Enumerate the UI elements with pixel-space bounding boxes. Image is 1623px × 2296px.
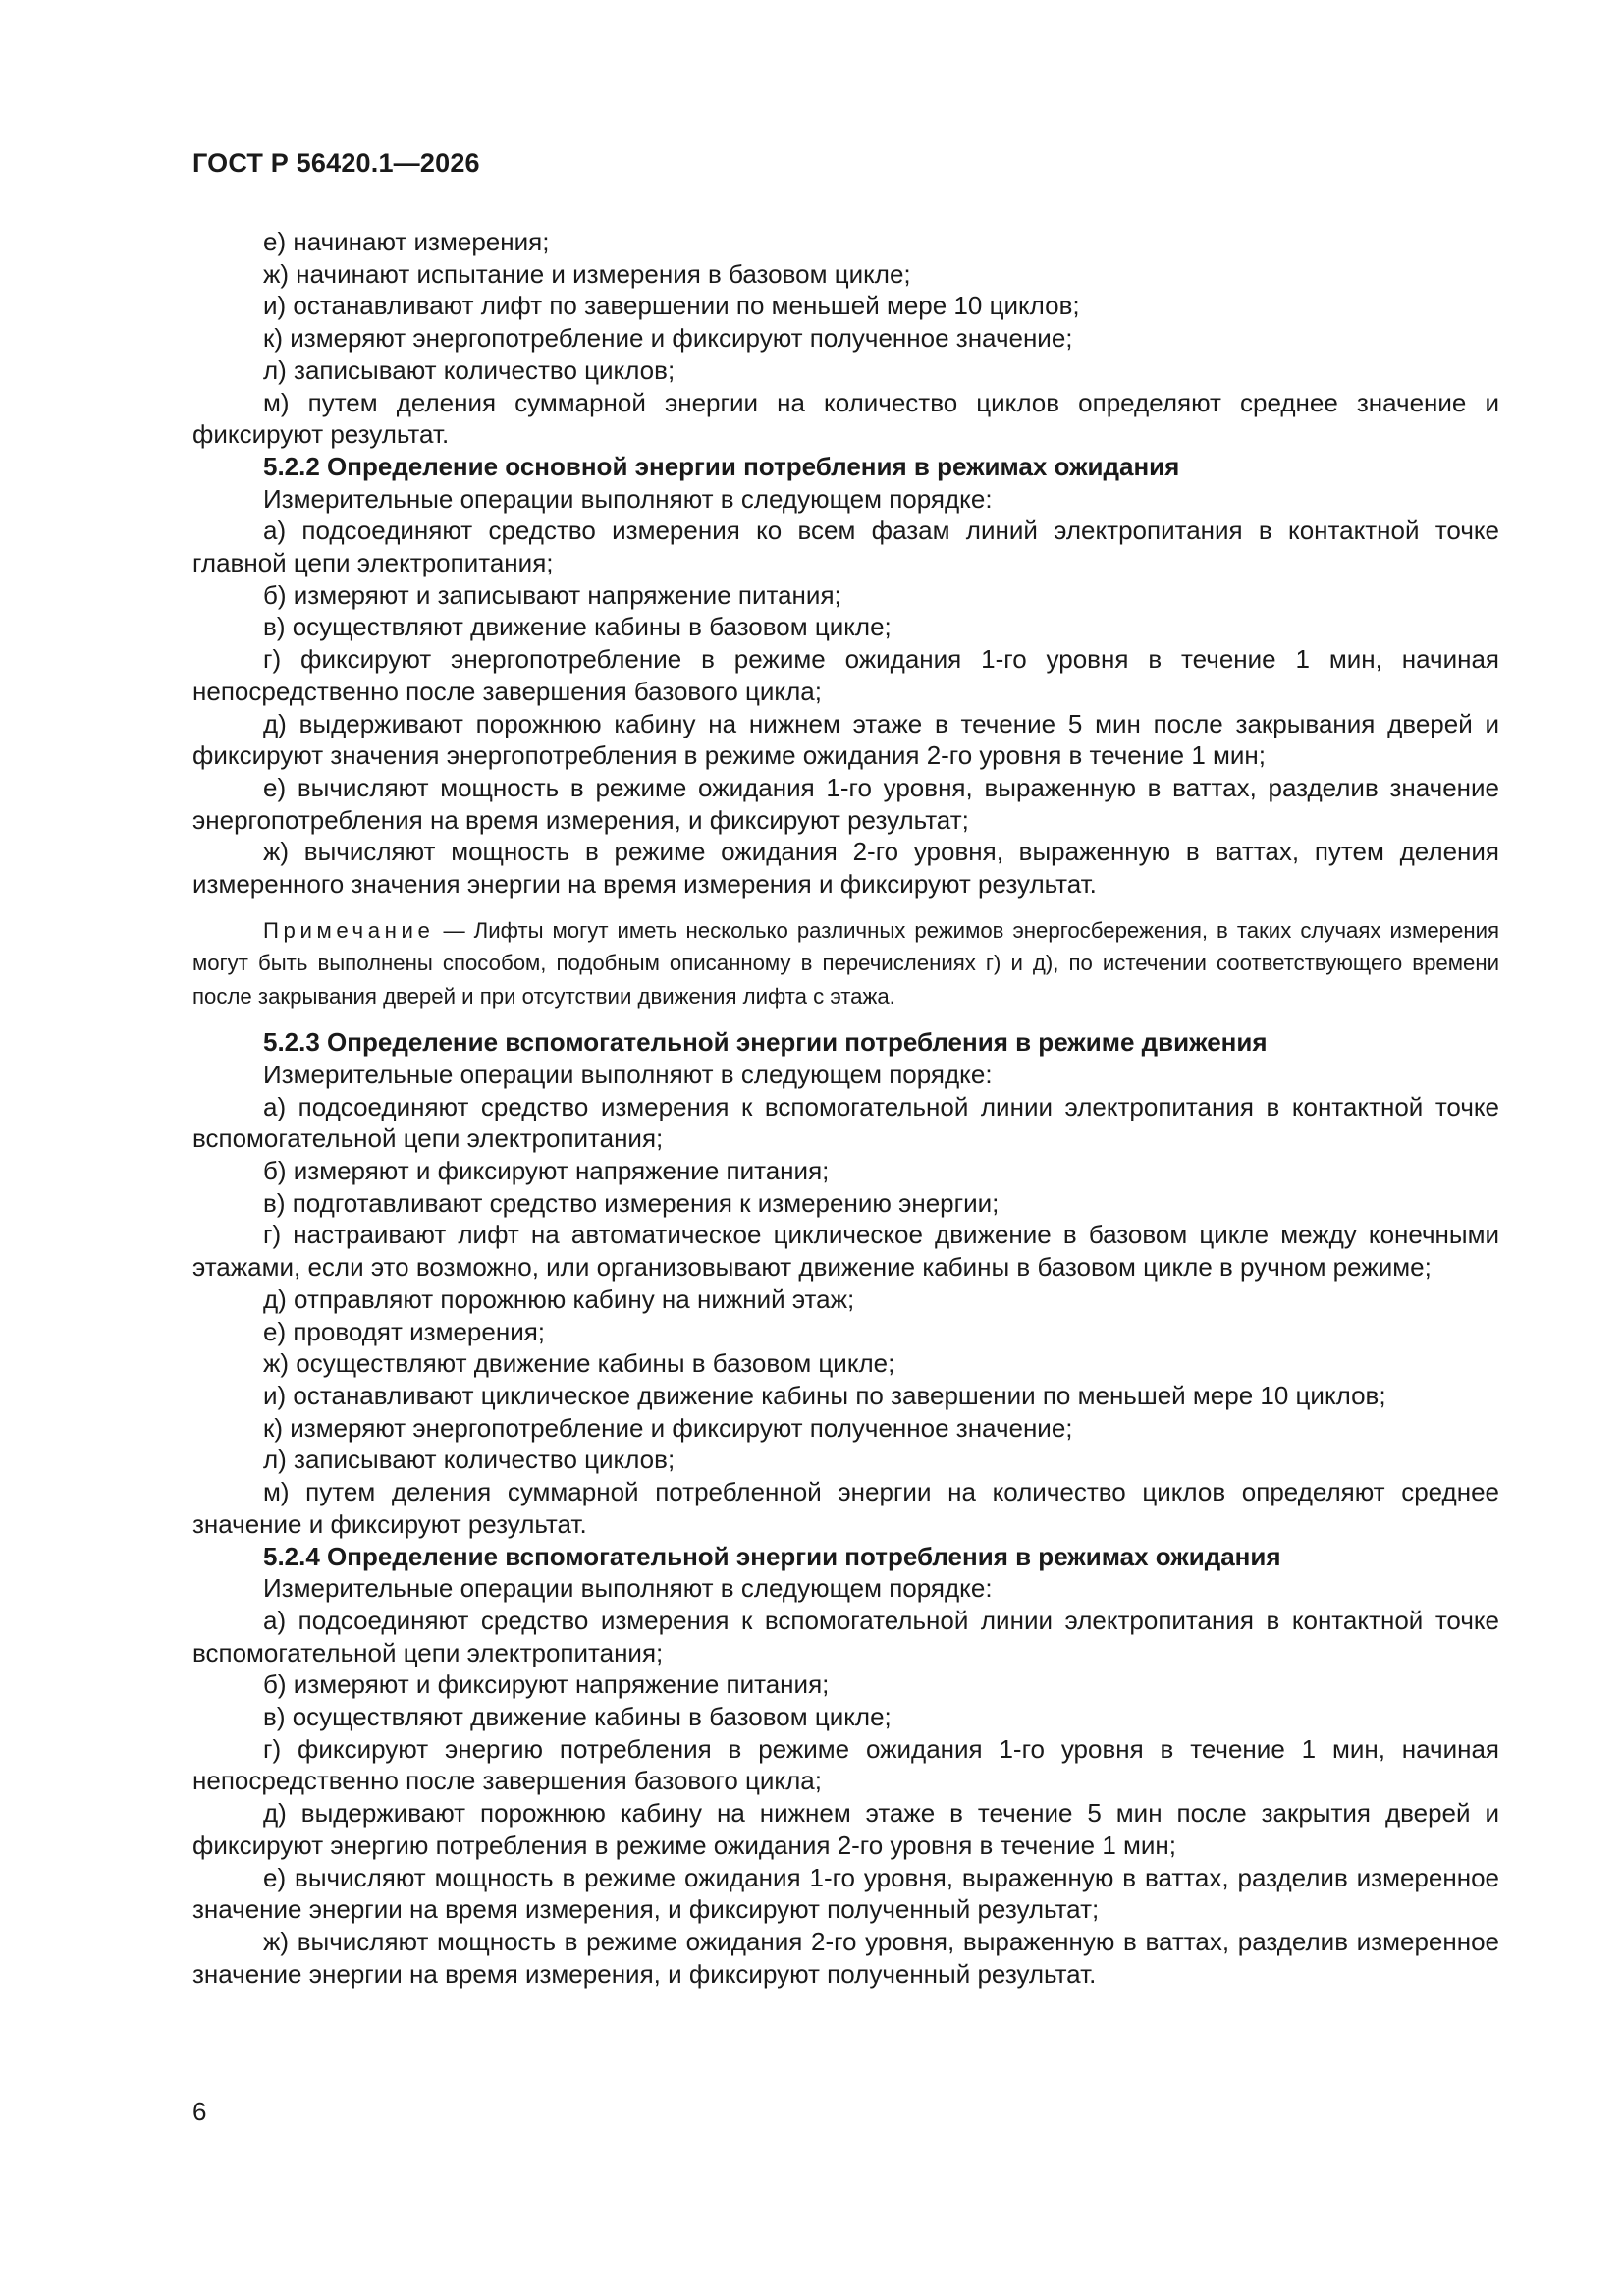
list-item: и) останавливают циклическое движение кабины по завершении по меньшей мере 10 циклов; bbox=[263, 1381, 1386, 1410]
section-524 bbox=[192, 1541, 1499, 1991]
list-item: а) подсоединяют средство измерения к вспомогательной линии электропитания в контактной точке вспомогательной цепи электропитания; bbox=[192, 1605, 1499, 1667]
list-item: е) начинают измерения; bbox=[263, 227, 550, 256]
list-item: л) записывают количество циклов; bbox=[263, 355, 676, 385]
list-item: д) выдерживают порожнюю кабину на нижнем этаже в течение 5 мин после закрытия дверей и фиксируют энергию потребления в режиме ожидания 2-го уровня в течение 1 мин; bbox=[192, 1798, 1499, 1860]
list-item: ж) осуществляют движение кабины в базовом цикле; bbox=[263, 1348, 895, 1379]
list-item: е) вычисляют мощность в режиме ожидания 1-го уровня, выраженную в ваттах, разделив измеренное значение энергии на время измерения, и фиксируют полученный результат; bbox=[192, 1862, 1499, 1925]
list-item: Измерительные операции выполняют в следующем порядке: bbox=[263, 483, 993, 514]
section-523 bbox=[192, 1026, 1499, 1540]
list-item: м) путем деления суммарной энергии на количество циклов определяют среднее значение и фиксируют результат. bbox=[192, 387, 1499, 450]
section-521-continued bbox=[192, 226, 1499, 451]
list-item: к) измеряют энергопотребление и фиксируют полученное значение; bbox=[263, 323, 1073, 354]
list-item: ж) вычисляют мощность в режиме ожидания 2-го уровня, выраженную в ваттах, путем деления измеренного значения энергии на время измерения и фиксируют результат. bbox=[192, 837, 1499, 900]
note-label: Примечание bbox=[263, 917, 435, 943]
list-item: г) настраивают лифт на автоматическое циклическое движение в базовом цикле между конечными этажами, если это возможно, или организовывают движение кабины в базовом цикле в ручном режиме; bbox=[192, 1220, 1499, 1283]
list-item: б) измеряют и фиксируют напряжение питания; bbox=[263, 1156, 830, 1186]
document-code: ГОСТ Р 56420.1—2026 bbox=[192, 148, 480, 178]
list-item: д) отправляют порожнюю кабину на нижний этаж; bbox=[263, 1284, 855, 1314]
list-item: б) измеряют и фиксируют напряжение питания; bbox=[263, 1669, 830, 1700]
list-item: м) путем деления суммарной потребленной энергии на количество циклов определяют среднее значение и фиксируют результат. bbox=[192, 1477, 1499, 1539]
list-item: к) измеряют энергопотребление и фиксируют полученное значение; bbox=[263, 1412, 1073, 1443]
section-heading: 5.2.3 Определение вспомогательной энергии потребления в режиме движения bbox=[263, 1027, 1268, 1058]
section-heading: 5.2.2 Определение основной энергии потребления в режимах ожидания bbox=[263, 451, 1180, 481]
list-item: е) проводят измерения; bbox=[263, 1316, 546, 1346]
list-item: г) фиксируют энергопотребление в режиме ожидания 1-го уровня в течение 1 мин, начиная непосредственно после завершения базового цикла; bbox=[192, 644, 1499, 706]
list-item: л) записывают количество циклов; bbox=[263, 1445, 676, 1475]
document-page bbox=[192, 147, 1499, 1990]
note-text: — Лифты могут иметь несколько различных режимов энергосбережения, в таких случаях измерения могут быть выполнены способом, подобным описанному в перечислениях г) и д), по истечении соответствующего времени после закрывания дверей и при отсутствии движения лифта с этажа. bbox=[192, 917, 1499, 1009]
list-item: е) вычисляют мощность в режиме ожидания 1-го уровня, выраженную в ваттах, разделив значение энергопотребления на время измерения, и фиксируют результат; bbox=[192, 772, 1499, 835]
list-item: б) измеряют и записывают напряжение питания; bbox=[263, 579, 841, 610]
list-item: д) выдерживают порожнюю кабину на нижнем этаже в течение 5 мин после закрывания дверей и фиксируют значения энергопотребления в режиме ожидания 2-го уровня в течение 1 мин; bbox=[192, 708, 1499, 771]
list-item: а) подсоединяют средство измерения ко всем фазам линий электропитания в контактной точке главной цепи электропитания; bbox=[192, 516, 1499, 578]
section-heading: 5.2.4 Определение вспомогательной энергии потребления в режимах ожидания bbox=[263, 1541, 1281, 1571]
list-item: в) осуществляют движение кабины в базовом цикле; bbox=[263, 612, 892, 642]
list-item: г) фиксируют энергию потребления в режиме ожидания 1-го уровня в течение 1 мин, начиная непосредственно после завершения базового цикла; bbox=[192, 1733, 1499, 1796]
list-item: ж) начинают испытание и измерения в базовом цикле; bbox=[263, 258, 911, 289]
list-item: и) останавливают лифт по завершении по меньшей мере 10 циклов; bbox=[263, 291, 1080, 321]
note bbox=[192, 914, 1499, 1013]
list-item: а) подсоединяют средство измерения к вспомогательной линии электропитания в контактной точке вспомогательной цепи электропитания; bbox=[192, 1091, 1499, 1154]
list-item: в) осуществляют движение кабины в базовом цикле; bbox=[263, 1702, 892, 1732]
document-content bbox=[192, 226, 1499, 1990]
list-item: Измерительные операции выполняют в следующем порядке: bbox=[263, 1059, 993, 1089]
section-522 bbox=[192, 451, 1499, 901]
list-item: ж) вычисляют мощность в режиме ожидания 2-го уровня, выраженную в ваттах, разделив измеренное значение энергии на время измерения, и фиксируют полученный результат. bbox=[192, 1926, 1499, 1989]
list-item: Измерительные операции выполняют в следующем порядке: bbox=[263, 1573, 993, 1604]
page-number: 6 bbox=[192, 2097, 207, 2126]
list-item: в) подготавливают средство измерения к измерению энергии; bbox=[263, 1187, 1000, 1218]
